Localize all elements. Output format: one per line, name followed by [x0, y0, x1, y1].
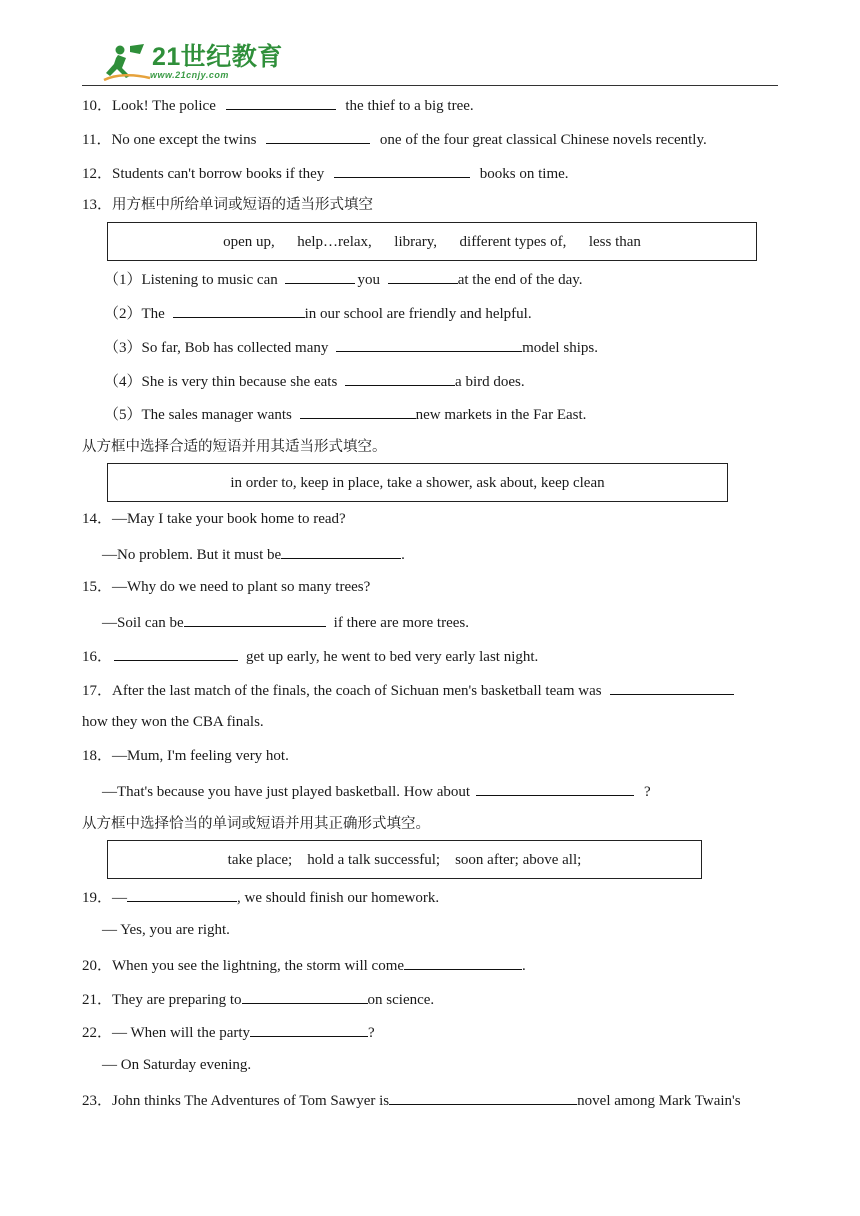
question-18	[82, 746, 289, 766]
question-number: 12．	[82, 166, 113, 182]
question-text: Students can't borrow books if they	[112, 166, 325, 182]
question-text: — When will the party	[112, 1025, 251, 1041]
answer-blank[interactable]	[334, 162, 470, 178]
question-number: 21．	[82, 992, 113, 1008]
question-15	[82, 577, 370, 597]
answer-blank[interactable]	[404, 954, 522, 970]
question-text: No one except the twins	[111, 132, 257, 148]
question-10	[82, 94, 474, 116]
question-number: 10．	[82, 98, 113, 114]
question-16	[82, 645, 538, 667]
sub-question-1	[104, 268, 583, 290]
question-22-response: — On Saturday evening.	[102, 1057, 252, 1073]
answer-blank[interactable]	[226, 94, 336, 110]
question-13	[82, 195, 373, 215]
question-14	[82, 509, 346, 529]
question-number: 19．	[82, 890, 113, 906]
sub-question-3	[104, 336, 598, 358]
question-text: —Why do we need to plant so many trees?	[112, 579, 371, 595]
question-number: 18．	[82, 748, 113, 764]
question-text: Look! The police	[112, 98, 216, 114]
question-text: books on time.	[479, 166, 569, 182]
question-text: After the last match of the finals, the coach of Sichuan men's basketball team was	[112, 683, 602, 699]
question-text: , we should finish our homework.	[237, 890, 440, 906]
question-text: a bird does.	[455, 374, 525, 390]
answer-blank[interactable]	[336, 336, 522, 352]
logo-text: 21世纪教育	[152, 43, 283, 71]
question-text: one of the four great classical Chinese novels recently.	[379, 132, 707, 148]
question-text: if there are more trees.	[333, 615, 469, 631]
answer-blank[interactable]	[476, 780, 634, 796]
question-11	[82, 128, 707, 150]
question-19	[82, 886, 439, 908]
question-number: 20．	[82, 958, 113, 974]
question-text: get up early, he went to bed very early last night.	[246, 649, 539, 665]
sub-question-2	[104, 302, 532, 324]
answer-blank[interactable]	[250, 1021, 368, 1037]
question-text: （1）Listening to music can	[104, 272, 278, 288]
answer-blank[interactable]	[389, 1089, 577, 1105]
question-text: —	[112, 890, 128, 906]
question-text: John thinks The Adventures of Tom Sawyer is	[112, 1093, 390, 1109]
sub-question-4	[104, 370, 525, 392]
question-number: 17．	[82, 683, 113, 699]
question-14-response	[102, 543, 405, 565]
instruction-3: 从方框中选择恰当的单词或短语并用其正确形式填空。	[82, 816, 430, 832]
word-box-3: take place; hold a talk successful; soon after; above all;	[107, 840, 702, 879]
question-text: model ships.	[522, 340, 598, 356]
question-number: 23．	[82, 1093, 113, 1109]
question-text: new markets in the Far East.	[415, 407, 587, 423]
question-22	[82, 1021, 375, 1043]
question-text: They are preparing to	[112, 992, 242, 1008]
question-text: the thief to a big tree.	[345, 98, 474, 114]
answer-blank[interactable]	[610, 679, 734, 695]
question-text: —That's because you have just played basketball. How about	[102, 784, 471, 800]
question-text: in our school are friendly and helpful.	[304, 306, 532, 322]
logo-url: www.21cnjy.com	[150, 70, 229, 80]
instruction-text: 用方框中所给单词或短语的适当形式填空	[112, 197, 374, 213]
answer-blank[interactable]	[345, 370, 455, 386]
question-20	[82, 954, 526, 976]
question-text: —Mum, I'm feeling very hot.	[112, 748, 289, 764]
question-number: 15．	[82, 579, 113, 595]
question-23	[82, 1089, 741, 1111]
question-text: —May I take your book home to read?	[112, 511, 346, 527]
site-logo	[100, 40, 283, 84]
question-text: （4）She is very thin because she eats	[104, 374, 338, 390]
instruction-2: 从方框中选择合适的短语并用其适当形式填空。	[82, 439, 387, 455]
answer-blank[interactable]	[242, 988, 368, 1004]
question-text: on science.	[367, 992, 435, 1008]
question-text: When you see the lightning, the storm will come	[112, 958, 405, 974]
question-12	[82, 162, 569, 184]
question-text: ?	[644, 784, 651, 800]
question-text: novel among Mark Twain's	[577, 1093, 741, 1109]
question-number: 11．	[82, 132, 112, 148]
question-15-response	[102, 611, 469, 633]
question-text: （3）So far, Bob has collected many	[104, 340, 329, 356]
question-number: 16．	[82, 649, 113, 665]
question-17	[82, 679, 734, 701]
question-number: 22．	[82, 1025, 113, 1041]
answer-blank[interactable]	[184, 611, 326, 627]
answer-blank[interactable]	[127, 886, 237, 902]
question-text: at the end of the day.	[457, 272, 583, 288]
header-divider	[82, 85, 778, 86]
question-number: 13．	[82, 197, 113, 213]
question-text: （2）The	[104, 306, 165, 322]
page-header	[100, 40, 780, 86]
answer-blank[interactable]	[266, 128, 370, 144]
question-17-continued: how they won the CBA finals.	[82, 714, 264, 730]
question-text: .	[522, 958, 526, 974]
question-text: —No problem. But it must be	[102, 547, 282, 563]
word-box-1: open up, help…relax, library, different types of, less than	[107, 222, 757, 261]
question-18-response	[102, 780, 651, 802]
sub-question-5	[104, 403, 586, 425]
answer-blank[interactable]	[285, 268, 355, 284]
question-text: ?	[368, 1025, 375, 1041]
answer-blank[interactable]	[281, 543, 401, 559]
question-number: 14．	[82, 511, 113, 527]
word-box-2: in order to, keep in place, take a shower, ask about, keep clean	[107, 463, 728, 502]
question-text: （5）The sales manager wants	[104, 407, 292, 423]
runner-icon	[100, 42, 152, 84]
answer-blank[interactable]	[173, 302, 305, 318]
question-text: —Soil can be	[102, 615, 184, 631]
answer-blank[interactable]	[388, 268, 458, 284]
answer-blank[interactable]	[114, 645, 238, 661]
question-text: you	[357, 272, 380, 288]
answer-blank[interactable]	[300, 403, 416, 419]
question-21	[82, 988, 434, 1010]
question-19-response: — Yes, you are right.	[102, 922, 230, 938]
question-text: .	[401, 547, 405, 563]
